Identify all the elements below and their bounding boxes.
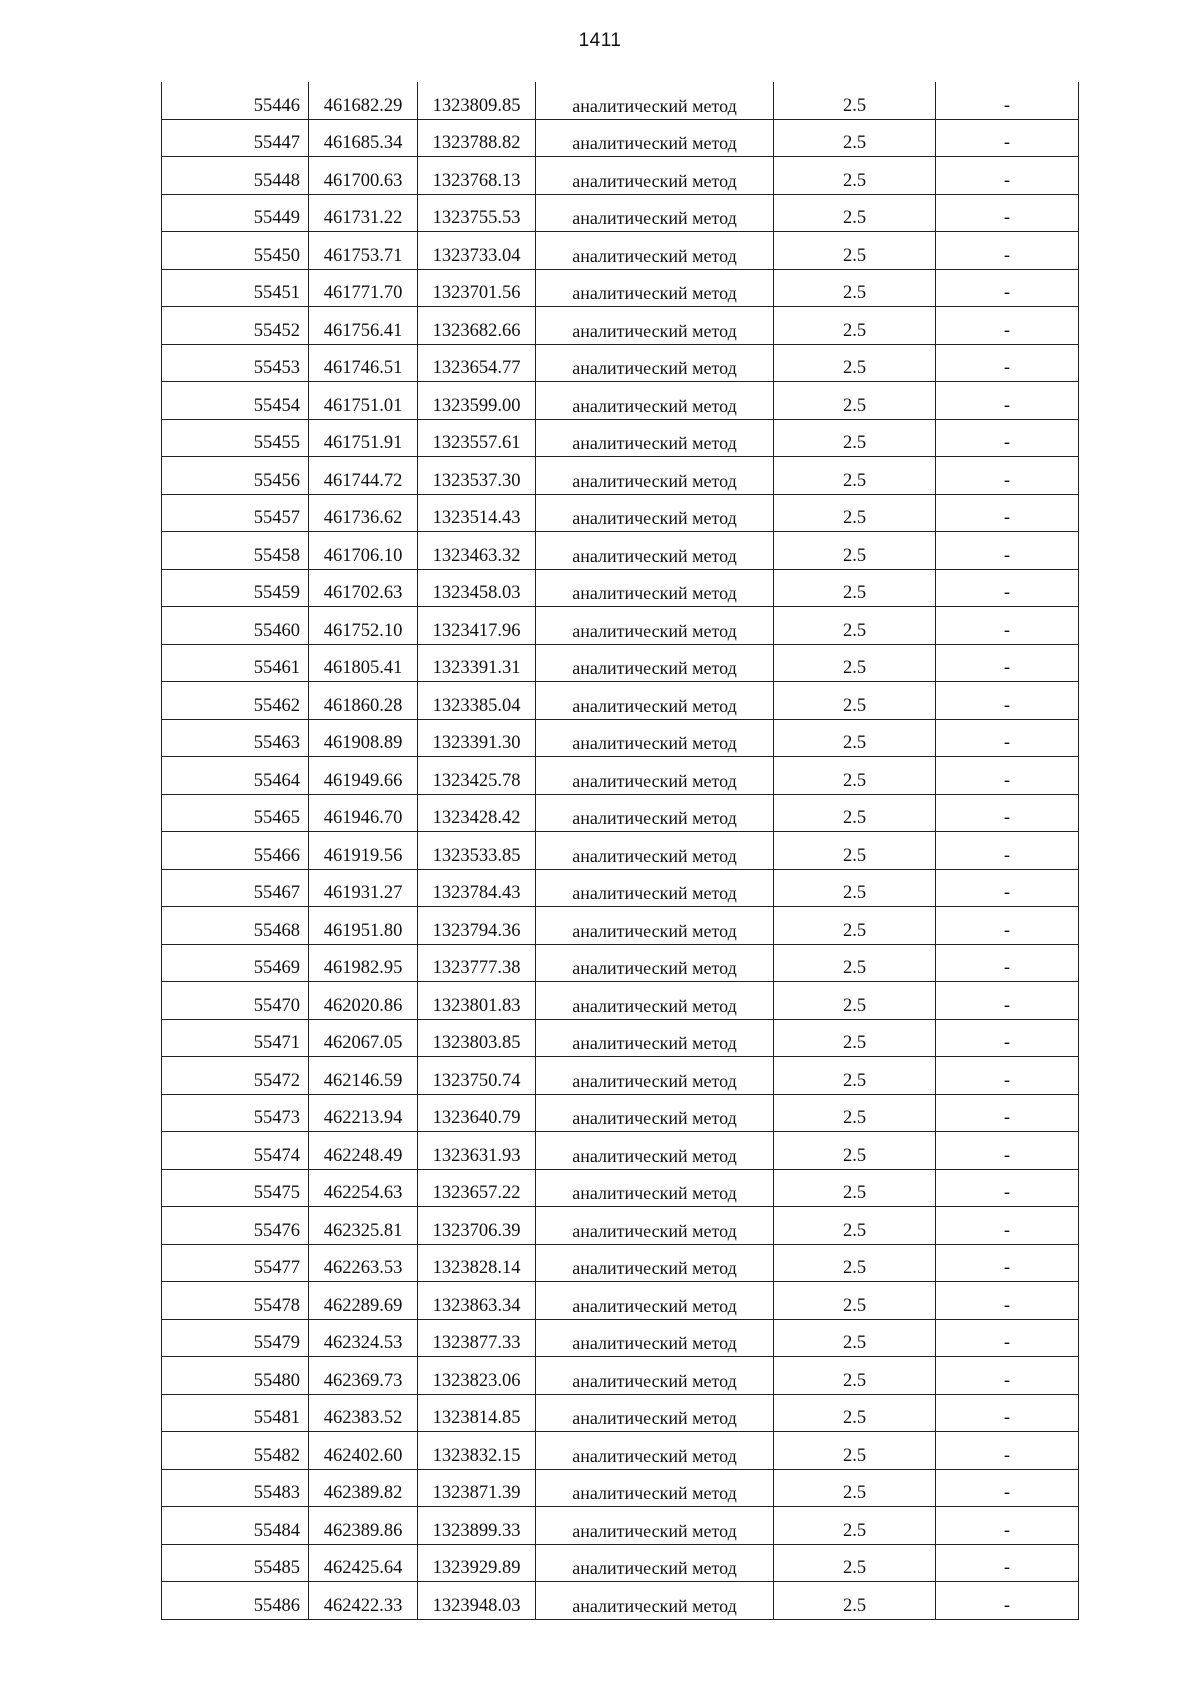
note-cell: - [936,944,1079,982]
precision-cell: 2.5 [774,119,936,157]
x-coordinate-cell: 462067.05 [309,1019,418,1057]
precision-cell: 2.5 [774,607,936,645]
point-number-cell: 55473 [162,1094,309,1132]
method-cell: аналитический метод [536,569,774,607]
method-cell: аналитический метод [536,794,774,832]
method-cell: аналитический метод [536,644,774,682]
method-cell: аналитический метод [536,869,774,907]
precision-cell: 2.5 [774,494,936,532]
precision-cell: 2.5 [774,1132,936,1170]
note-cell: - [936,1507,1079,1545]
precision-cell: 2.5 [774,382,936,420]
table-row [162,832,1079,870]
x-coordinate-cell: 461756.41 [309,307,418,345]
method-cell: аналитический метод [536,1544,774,1582]
y-coordinate-cell: 1323814.85 [418,1394,536,1432]
point-number-cell: 55477 [162,1244,309,1282]
method-cell: аналитический метод [536,1282,774,1320]
table-row [162,419,1079,457]
x-coordinate-cell: 461751.01 [309,382,418,420]
point-number-cell: 55484 [162,1507,309,1545]
note-cell: - [936,1432,1079,1470]
table-row [162,1244,1079,1282]
y-coordinate-cell: 1323801.83 [418,982,536,1020]
table-row [162,307,1079,345]
x-coordinate-cell: 461700.63 [309,157,418,195]
table-row [162,1019,1079,1057]
table-row [162,1544,1079,1582]
point-number-cell: 55464 [162,757,309,795]
point-number-cell: 55451 [162,269,309,307]
point-number-cell: 55479 [162,1319,309,1357]
precision-cell: 2.5 [774,269,936,307]
point-number-cell: 55466 [162,832,309,870]
method-cell: аналитический метод [536,532,774,570]
point-number-cell: 55481 [162,1394,309,1432]
precision-cell: 2.5 [774,982,936,1020]
point-number-cell: 55448 [162,157,309,195]
precision-cell: 2.5 [774,644,936,682]
precision-cell: 2.5 [774,344,936,382]
y-coordinate-cell: 1323463.32 [418,532,536,570]
point-number-cell: 55447 [162,119,309,157]
y-coordinate-cell: 1323701.56 [418,269,536,307]
y-coordinate-cell: 1323750.74 [418,1057,536,1095]
note-cell: - [936,1057,1079,1095]
point-number-cell: 55480 [162,1357,309,1395]
method-cell: аналитический метод [536,494,774,532]
point-number-cell: 55465 [162,794,309,832]
point-number-cell: 55469 [162,944,309,982]
note-cell: - [936,1019,1079,1057]
note-cell: - [936,644,1079,682]
note-cell: - [936,757,1079,795]
method-cell: аналитический метод [536,194,774,232]
x-coordinate-cell: 462324.53 [309,1319,418,1357]
y-coordinate-cell: 1323385.04 [418,682,536,720]
point-number-cell: 55470 [162,982,309,1020]
x-coordinate-cell: 461951.80 [309,907,418,945]
method-cell: аналитический метод [536,682,774,720]
method-cell: аналитический метод [536,719,774,757]
note-cell: - [936,82,1079,119]
table-row [162,794,1079,832]
table-row [162,1282,1079,1320]
x-coordinate-cell: 462146.59 [309,1057,418,1095]
method-cell: аналитический метод [536,1357,774,1395]
precision-cell: 2.5 [774,1207,936,1245]
table-row [162,194,1079,232]
table-row [162,344,1079,382]
point-number-cell: 55472 [162,1057,309,1095]
method-cell: аналитический метод [536,119,774,157]
y-coordinate-cell: 1323794.36 [418,907,536,945]
precision-cell: 2.5 [774,757,936,795]
x-coordinate-cell: 461919.56 [309,832,418,870]
table-row [162,1207,1079,1245]
method-cell: аналитический метод [536,307,774,345]
precision-cell: 2.5 [774,82,936,119]
note-cell: - [936,119,1079,157]
point-number-cell: 55455 [162,419,309,457]
x-coordinate-cell: 462325.81 [309,1207,418,1245]
point-number-cell: 55486 [162,1582,309,1620]
point-number-cell: 55478 [162,1282,309,1320]
note-cell: - [936,794,1079,832]
y-coordinate-cell: 1323777.38 [418,944,536,982]
x-coordinate-cell: 461702.63 [309,569,418,607]
note-cell: - [936,832,1079,870]
precision-cell: 2.5 [774,869,936,907]
method-cell: аналитический метод [536,1582,774,1620]
point-number-cell: 55459 [162,569,309,607]
table-row [162,1057,1079,1095]
note-cell: - [936,569,1079,607]
table-row [162,157,1079,195]
x-coordinate-cell: 462263.53 [309,1244,418,1282]
y-coordinate-cell: 1323823.06 [418,1357,536,1395]
y-coordinate-cell: 1323537.30 [418,457,536,495]
method-cell: аналитический метод [536,1469,774,1507]
method-cell: аналитический метод [536,382,774,420]
table-row [162,1469,1079,1507]
x-coordinate-cell: 461753.71 [309,232,418,270]
precision-cell: 2.5 [774,832,936,870]
precision-cell: 2.5 [774,1319,936,1357]
table-row [162,119,1079,157]
x-coordinate-cell: 461771.70 [309,269,418,307]
table-row [162,494,1079,532]
table-row [162,82,1079,119]
x-coordinate-cell: 461982.95 [309,944,418,982]
method-cell: аналитический метод [536,1244,774,1282]
point-number-cell: 55468 [162,907,309,945]
precision-cell: 2.5 [774,1394,936,1432]
table-row [162,982,1079,1020]
point-number-cell: 55449 [162,194,309,232]
coordinates-table-body [162,82,1079,1619]
table-row [162,1507,1079,1545]
precision-cell: 2.5 [774,532,936,570]
note-cell: - [936,194,1079,232]
x-coordinate-cell: 462389.82 [309,1469,418,1507]
method-cell: аналитический метод [536,419,774,457]
y-coordinate-cell: 1323417.96 [418,607,536,645]
table-row [162,644,1079,682]
precision-cell: 2.5 [774,682,936,720]
x-coordinate-cell: 461805.41 [309,644,418,682]
y-coordinate-cell: 1323391.31 [418,644,536,682]
method-cell: аналитический метод [536,832,774,870]
note-cell: - [936,1582,1079,1620]
y-coordinate-cell: 1323391.30 [418,719,536,757]
y-coordinate-cell: 1323863.34 [418,1282,536,1320]
point-number-cell: 55456 [162,457,309,495]
precision-cell: 2.5 [774,1169,936,1207]
y-coordinate-cell: 1323557.61 [418,419,536,457]
y-coordinate-cell: 1323631.93 [418,1132,536,1170]
note-cell: - [936,157,1079,195]
method-cell: аналитический метод [536,907,774,945]
note-cell: - [936,419,1079,457]
y-coordinate-cell: 1323533.85 [418,832,536,870]
x-coordinate-cell: 462248.49 [309,1132,418,1170]
precision-cell: 2.5 [774,457,936,495]
y-coordinate-cell: 1323899.33 [418,1507,536,1545]
x-coordinate-cell: 462289.69 [309,1282,418,1320]
x-coordinate-cell: 461706.10 [309,532,418,570]
y-coordinate-cell: 1323832.15 [418,1432,536,1470]
y-coordinate-cell: 1323803.85 [418,1019,536,1057]
point-number-cell: 55482 [162,1432,309,1470]
x-coordinate-cell: 462383.52 [309,1394,418,1432]
table-row [162,269,1079,307]
y-coordinate-cell: 1323784.43 [418,869,536,907]
point-number-cell: 55446 [162,82,309,119]
method-cell: аналитический метод [536,1207,774,1245]
precision-cell: 2.5 [774,944,936,982]
x-coordinate-cell: 461685.34 [309,119,418,157]
x-coordinate-cell: 461744.72 [309,457,418,495]
note-cell: - [936,682,1079,720]
x-coordinate-cell: 461908.89 [309,719,418,757]
note-cell: - [936,232,1079,270]
note-cell: - [936,344,1079,382]
precision-cell: 2.5 [774,1094,936,1132]
precision-cell: 2.5 [774,1582,936,1620]
note-cell: - [936,457,1079,495]
y-coordinate-cell: 1323733.04 [418,232,536,270]
precision-cell: 2.5 [774,1432,936,1470]
method-cell: аналитический метод [536,1507,774,1545]
table-row [162,532,1079,570]
precision-cell: 2.5 [774,419,936,457]
note-cell: - [936,382,1079,420]
page-number: 1411 [578,30,622,51]
table-row [162,944,1079,982]
method-cell: аналитический метод [536,1019,774,1057]
table-row [162,232,1079,270]
x-coordinate-cell: 462422.33 [309,1582,418,1620]
x-coordinate-cell: 462389.86 [309,1507,418,1545]
note-cell: - [936,269,1079,307]
note-cell: - [936,607,1079,645]
point-number-cell: 55458 [162,532,309,570]
precision-cell: 2.5 [774,194,936,232]
y-coordinate-cell: 1323877.33 [418,1319,536,1357]
table-row [162,907,1079,945]
table-row [162,1394,1079,1432]
table-row [162,869,1079,907]
precision-cell: 2.5 [774,1507,936,1545]
precision-cell: 2.5 [774,307,936,345]
method-cell: аналитический метод [536,1432,774,1470]
point-number-cell: 55462 [162,682,309,720]
y-coordinate-cell: 1323654.77 [418,344,536,382]
table-row [162,757,1079,795]
y-coordinate-cell: 1323657.22 [418,1169,536,1207]
y-coordinate-cell: 1323871.39 [418,1469,536,1507]
table-row [162,1582,1079,1620]
point-number-cell: 55463 [162,719,309,757]
note-cell: - [936,1094,1079,1132]
point-number-cell: 55454 [162,382,309,420]
point-number-cell: 55457 [162,494,309,532]
x-coordinate-cell: 461682.29 [309,82,418,119]
y-coordinate-cell: 1323428.42 [418,794,536,832]
y-coordinate-cell: 1323682.66 [418,307,536,345]
method-cell: аналитический метод [536,757,774,795]
point-number-cell: 55471 [162,1019,309,1057]
note-cell: - [936,1244,1079,1282]
y-coordinate-cell: 1323788.82 [418,119,536,157]
note-cell: - [936,719,1079,757]
precision-cell: 2.5 [774,1019,936,1057]
precision-cell: 2.5 [774,569,936,607]
point-number-cell: 55483 [162,1469,309,1507]
y-coordinate-cell: 1323768.13 [418,157,536,195]
precision-cell: 2.5 [774,157,936,195]
table-row [162,682,1079,720]
point-number-cell: 55453 [162,344,309,382]
x-coordinate-cell: 461746.51 [309,344,418,382]
y-coordinate-cell: 1323458.03 [418,569,536,607]
method-cell: аналитический метод [536,1169,774,1207]
point-number-cell: 55450 [162,232,309,270]
method-cell: аналитический метод [536,1132,774,1170]
x-coordinate-cell: 461731.22 [309,194,418,232]
precision-cell: 2.5 [774,1469,936,1507]
precision-cell: 2.5 [774,1244,936,1282]
x-coordinate-cell: 461736.62 [309,494,418,532]
table-row [162,382,1079,420]
precision-cell: 2.5 [774,1544,936,1582]
x-coordinate-cell: 462402.60 [309,1432,418,1470]
x-coordinate-cell: 462369.73 [309,1357,418,1395]
coordinates-table [161,82,1079,1620]
method-cell: аналитический метод [536,982,774,1020]
note-cell: - [936,1282,1079,1320]
y-coordinate-cell: 1323599.00 [418,382,536,420]
precision-cell: 2.5 [774,1057,936,1095]
method-cell: аналитический метод [536,457,774,495]
method-cell: аналитический метод [536,1394,774,1432]
method-cell: аналитический метод [536,269,774,307]
note-cell: - [936,1469,1079,1507]
precision-cell: 2.5 [774,232,936,270]
method-cell: аналитический метод [536,232,774,270]
y-coordinate-cell: 1323425.78 [418,757,536,795]
x-coordinate-cell: 462213.94 [309,1094,418,1132]
point-number-cell: 55467 [162,869,309,907]
y-coordinate-cell: 1323706.39 [418,1207,536,1245]
x-coordinate-cell: 461946.70 [309,794,418,832]
point-number-cell: 55461 [162,644,309,682]
x-coordinate-cell: 462254.63 [309,1169,418,1207]
table-row [162,1432,1079,1470]
precision-cell: 2.5 [774,907,936,945]
method-cell: аналитический метод [536,607,774,645]
table-row [162,457,1079,495]
precision-cell: 2.5 [774,794,936,832]
note-cell: - [936,1207,1079,1245]
note-cell: - [936,494,1079,532]
x-coordinate-cell: 461860.28 [309,682,418,720]
y-coordinate-cell: 1323640.79 [418,1094,536,1132]
note-cell: - [936,1394,1079,1432]
x-coordinate-cell: 461949.66 [309,757,418,795]
x-coordinate-cell: 461752.10 [309,607,418,645]
note-cell: - [936,1544,1079,1582]
point-number-cell: 55476 [162,1207,309,1245]
precision-cell: 2.5 [774,719,936,757]
y-coordinate-cell: 1323929.89 [418,1544,536,1582]
y-coordinate-cell: 1323828.14 [418,1244,536,1282]
note-cell: - [936,982,1079,1020]
note-cell: - [936,307,1079,345]
x-coordinate-cell: 461751.91 [309,419,418,457]
note-cell: - [936,1169,1079,1207]
table-row [162,1132,1079,1170]
table-row [162,1169,1079,1207]
y-coordinate-cell: 1323514.43 [418,494,536,532]
precision-cell: 2.5 [774,1282,936,1320]
table-row [162,1319,1079,1357]
table-row [162,719,1079,757]
x-coordinate-cell: 462020.86 [309,982,418,1020]
x-coordinate-cell: 462425.64 [309,1544,418,1582]
point-number-cell: 55475 [162,1169,309,1207]
note-cell: - [936,532,1079,570]
y-coordinate-cell: 1323948.03 [418,1582,536,1620]
method-cell: аналитический метод [536,157,774,195]
method-cell: аналитический метод [536,344,774,382]
method-cell: аналитический метод [536,1319,774,1357]
note-cell: - [936,1132,1079,1170]
table-row [162,1094,1079,1132]
note-cell: - [936,1357,1079,1395]
table-row [162,569,1079,607]
note-cell: - [936,869,1079,907]
point-number-cell: 55460 [162,607,309,645]
method-cell: аналитический метод [536,1057,774,1095]
point-number-cell: 55485 [162,1544,309,1582]
point-number-cell: 55452 [162,307,309,345]
precision-cell: 2.5 [774,1357,936,1395]
point-number-cell: 55474 [162,1132,309,1170]
y-coordinate-cell: 1323809.85 [418,82,536,119]
method-cell: аналитический метод [536,944,774,982]
x-coordinate-cell: 461931.27 [309,869,418,907]
note-cell: - [936,907,1079,945]
method-cell: аналитический метод [536,1094,774,1132]
note-cell: - [936,1319,1079,1357]
table-row [162,1357,1079,1395]
table-row [162,607,1079,645]
method-cell: аналитический метод [536,82,774,119]
y-coordinate-cell: 1323755.53 [418,194,536,232]
